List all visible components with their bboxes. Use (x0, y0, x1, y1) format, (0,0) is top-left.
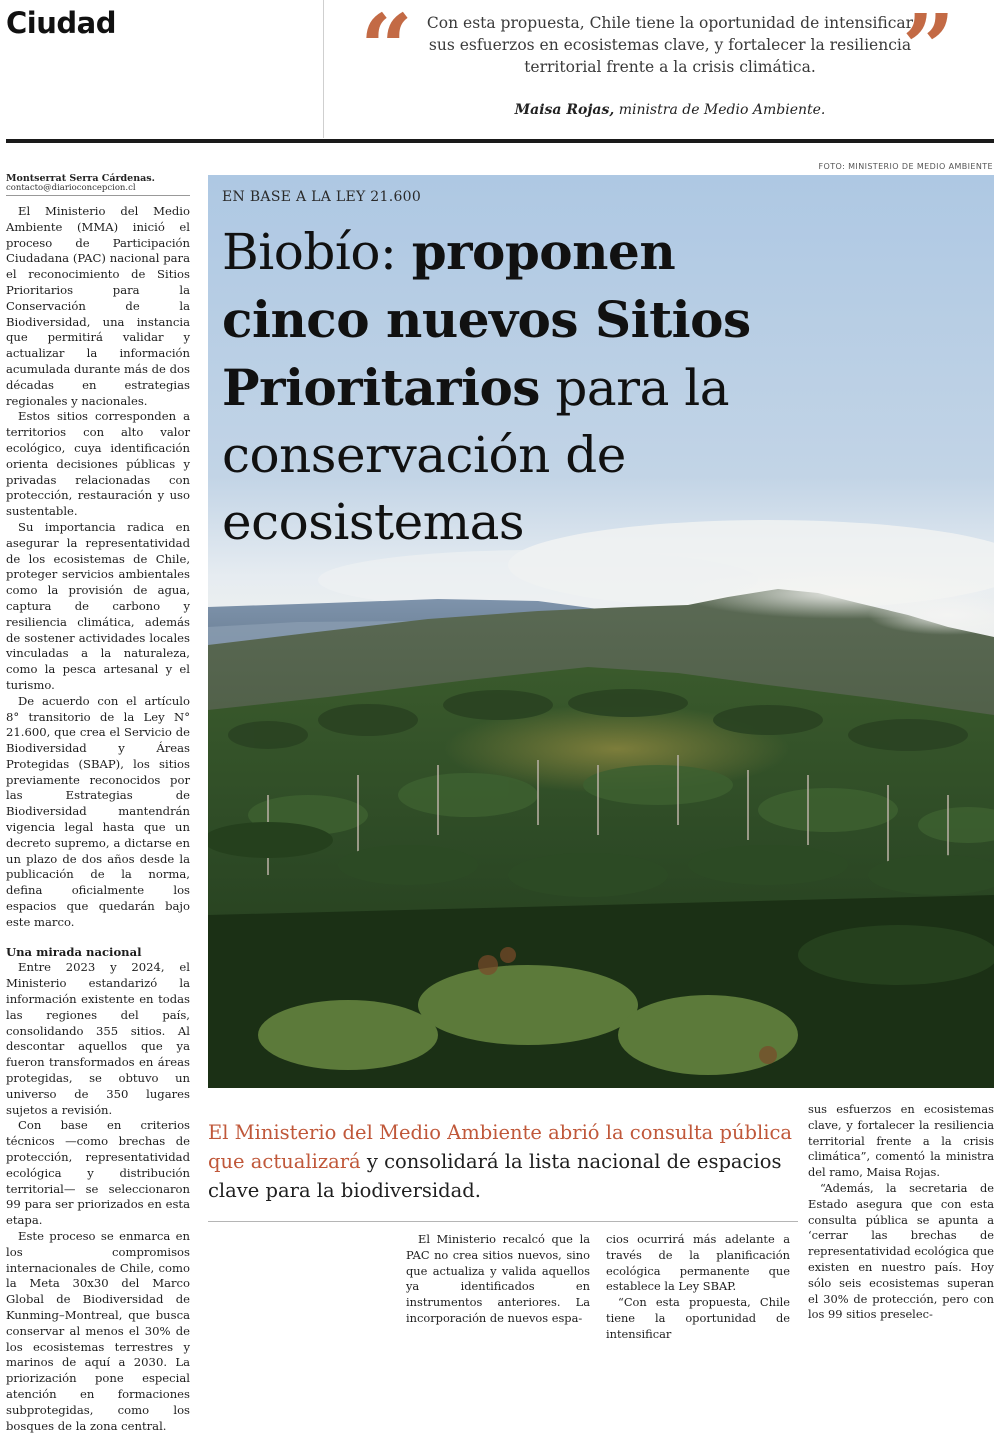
headline-bold: proponen cinco nuevos Sitios Prioritarios (222, 222, 751, 417)
deck-divider (208, 1221, 798, 1222)
paragraph: El Ministerio del Medio Ambiente (MMA) inició el proceso de Participación Ciudadana (PAC) nacional para el reconocimiento de Sitios Prioritarios para la Conservación de la Biodiversidad, una instancia que permitirá validar y actualizar la información acumulada durante más de dos décadas en estrategias regionales y nacionales. (6, 204, 190, 408)
byline-name: Montserrat Serra Cárdenas. (6, 173, 155, 184)
photo-credit: FOTO: MINISTERIO DE MEDIO AMBIENTE (818, 162, 993, 171)
body-column-4 (808, 1102, 994, 1323)
paragraph: sus esfuerzos en ecosistemas clave, y fortalecer la resiliencia territorial frente a la crisis climática”, comentó la ministra del ramo, Maisa Rojas. (808, 1102, 994, 1180)
header-rule (6, 139, 994, 143)
paragraph: Con base en criterios técnicos —como brechas de protección, representatividad ecológica y distribución territorial— se seleccionaron 99 para ser priorizados en esta etapa. (6, 1118, 190, 1228)
deck-accent: El Ministerio del Medio Ambiente abrió la consulta pública que actualizará (208, 1121, 793, 1173)
headline (222, 218, 782, 556)
paragraph: Entre 2023 y 2024, el Ministerio estandarizó la información existente en todas las regiones del país, consolidando 355 sitios. Al descontar aquellos que ya fueron transformados en áreas protegidas, se obtuvo un universo de 350 lugares sujetos a revisión. (6, 960, 190, 1117)
pull-quote-author (420, 102, 920, 118)
header-divider (323, 0, 324, 138)
paragraph: Su importancia radica en asegurar la representatividad de los ecosistemas de Chile, proteger servicios ambientales como la provisión de agua, captura de carbono y resiliencia climática, además de sostener actividades locales vinculadas a la naturaleza, como la pesca artesanal y el turismo. (6, 519, 190, 692)
deck (208, 1118, 798, 1205)
byline-divider (6, 195, 190, 196)
paragraph: Estos sitios corresponden a territorios con alto valor ecológico, cuya identificación orienta decisiones públicas y privadas relacionadas con protección, restauración y uso sustentable. (6, 409, 190, 519)
pull-quote: Con esta propuesta, Chile tiene la oportunidad de intensificar sus esfuerzos en ecosistemas clave, y fortalecer la resiliencia territorial frente a la crisis climática. (426, 14, 914, 76)
body-column-2 (406, 1232, 590, 1327)
quote-author-role: ministra de Medio Ambiente. (618, 102, 826, 118)
open-quote-icon: “ (360, 0, 413, 102)
body-column-3 (606, 1232, 790, 1343)
headline-light: Biobío: (222, 223, 412, 281)
quote-author-name: Maisa Rojas, (514, 102, 615, 118)
paragraph: “Además, la secretaria de Estado asegura que con esta consulta pública se apunta a ‘cerrar las brechas de representatividad ecológica que existen en nuestro país. Hoy sólo seis ecosistemas superan el 30% de protección, pero con los 99 sitios preselec- (808, 1180, 994, 1322)
byline-email[interactable]: contacto@diarioconcepcion.cl (6, 183, 136, 193)
subheading: Una mirada nacional (6, 944, 142, 959)
section-label: Ciudad (6, 6, 116, 40)
headline-light: para la conservación de ecosistemas (222, 359, 730, 551)
kicker: EN BASE A LA LEY 21.600 (222, 189, 422, 205)
left-column (6, 204, 190, 1434)
paragraph: “Con esta propuesta, Chile tiene la oportunidad de intensificar (606, 1295, 790, 1341)
paragraph: El Ministerio recalcó que la PAC no crea sitios nuevos, sino que actualiza y valida aquellos ya identificados en instrumentos anteriores. La incorporación de nuevos espa- (406, 1232, 590, 1325)
close-quote-icon: ” (902, 0, 955, 102)
deck-rest: y consolidará la lista nacional de espacios clave para la biodiversidad. (208, 1150, 782, 1202)
paragraph: cios ocurrirá más adelante a través de la planificación ecológica permanente que establece la Ley SBAP. (606, 1232, 790, 1294)
paragraph: De acuerdo con el artículo 8° transitorio de la Ley N° 21.600, que crea el Servicio de Biodiversidad y Áreas Protegidas (SBAP), los sitios previamente reconocidos por las Estrategias de Biodiversidad mantendrán vigencia legal hasta que un decreto supremo, a dictarse en un plazo de dos años desde la publicación de la norma, defina oficialmente los espacios que quedarán bajo este marco. (6, 693, 190, 929)
paragraph: Este proceso se enmarca en los compromisos internacionales de Chile, como la Meta 30x30 del Marco Global de Biodiversidad de Kunming–Montreal, que busca conservar al menos el 30% de los ecosistemas terrestres y marinos de aquí a 2030. La priorización pone especial atención en formaciones subprotegidas, como los bosques de la zona central. (6, 1229, 190, 1433)
